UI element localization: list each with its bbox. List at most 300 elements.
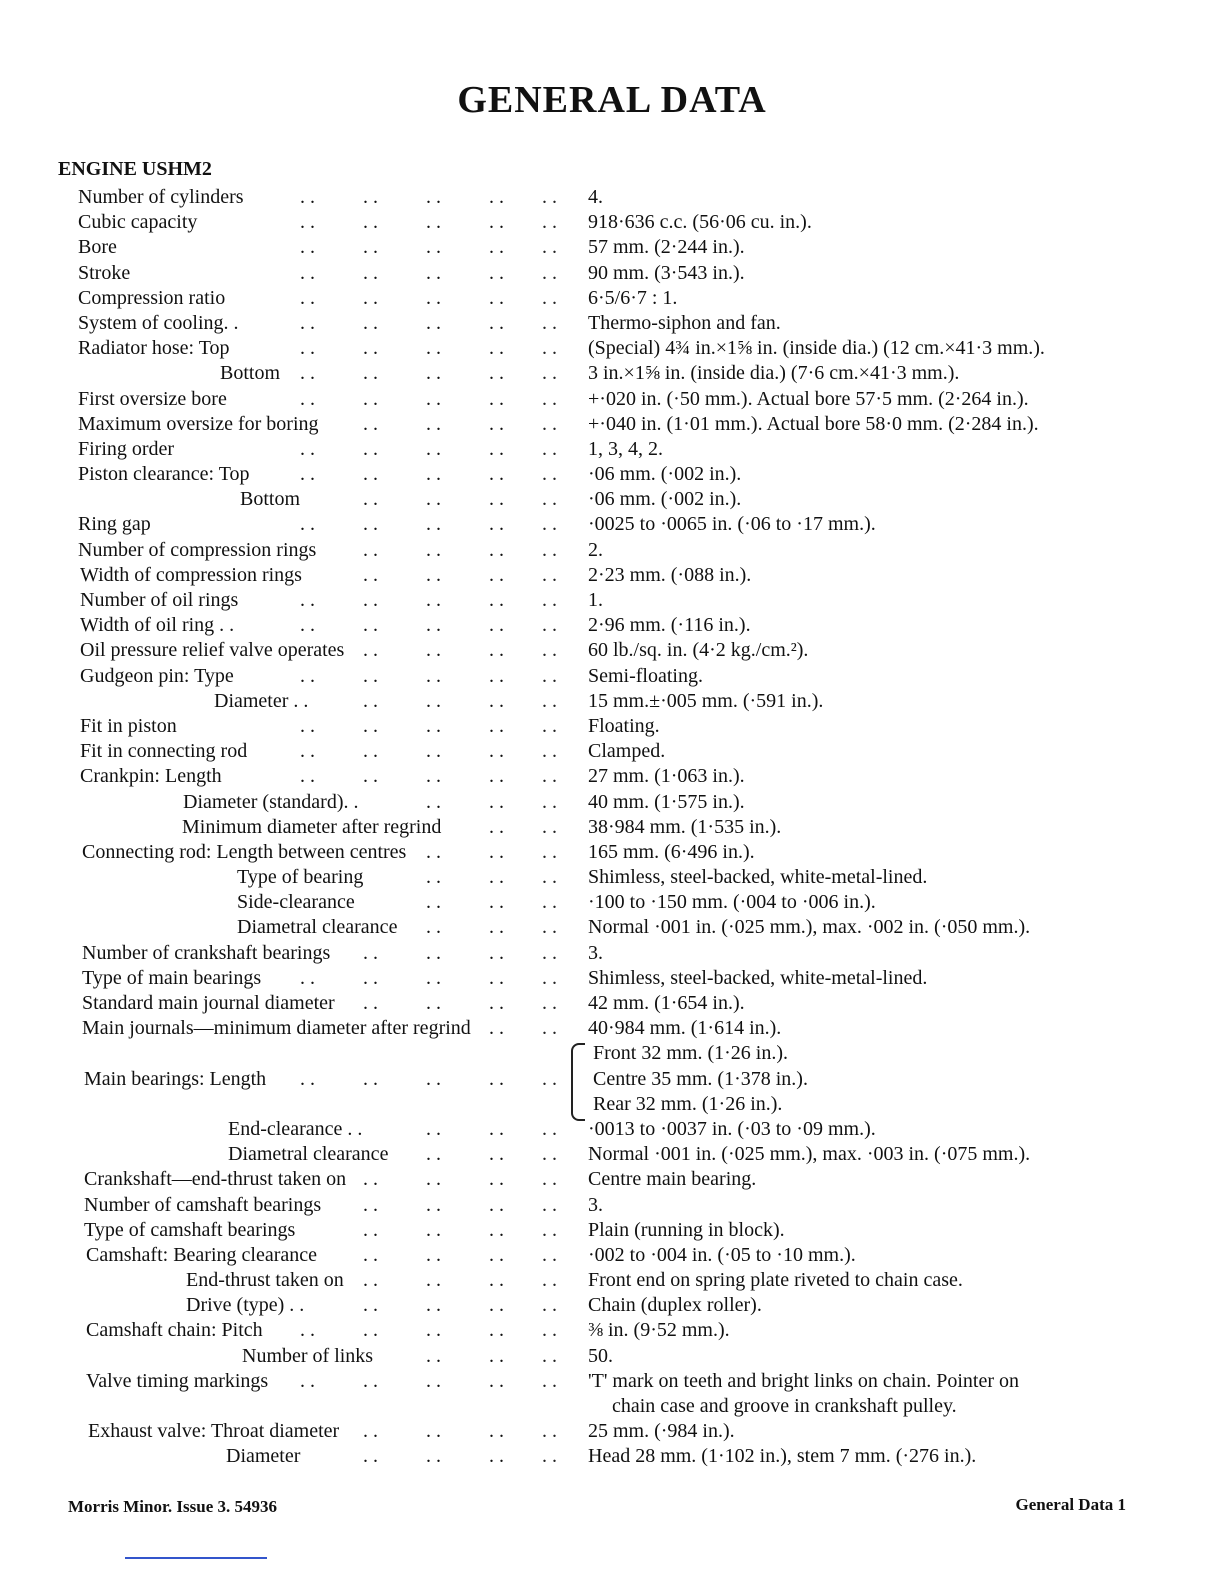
leader-dots: . . bbox=[542, 815, 557, 838]
leader-dots: . . bbox=[489, 614, 504, 637]
leader-dots: . . bbox=[300, 1369, 315, 1392]
leader-dots: . . bbox=[489, 412, 504, 435]
spec-row bbox=[0, 1369, 1224, 1394]
leader-dots: . . bbox=[542, 1168, 557, 1191]
spec-label: System of cooling. . bbox=[78, 311, 239, 334]
spec-label: Width of oil ring . . bbox=[80, 614, 235, 637]
spec-label: Number of compression rings bbox=[78, 538, 317, 561]
spec-label: Radiator hose: Top bbox=[78, 337, 230, 360]
spec-value: 6·5/6·7 : 1. bbox=[588, 286, 678, 309]
footer-publication-info: Morris Minor. Issue 3. 54936 bbox=[68, 1497, 278, 1516]
spec-row bbox=[0, 1344, 1224, 1369]
leader-dots: . . bbox=[426, 992, 441, 1014]
spec-value: Front end on spring plate riveted to chain case. bbox=[588, 1269, 963, 1292]
leader-dots: . . bbox=[489, 513, 504, 536]
spec-row bbox=[0, 714, 1224, 739]
spec-label: Diameter . . bbox=[214, 689, 309, 712]
spec-value: +·020 in. (·50 mm.). Actual bore 57·5 mm. (2·264 in.). bbox=[588, 387, 1029, 410]
leader-dots: . . bbox=[300, 437, 315, 460]
leader-dots: . . bbox=[489, 261, 504, 284]
leader-dots: . . bbox=[300, 966, 315, 989]
spec-row bbox=[0, 865, 1224, 890]
spec-label: End-thrust taken on bbox=[186, 1269, 344, 1292]
leader-dots: . . bbox=[489, 1243, 504, 1266]
spec-label: Crankshaft—end-thrust taken on bbox=[84, 1168, 347, 1191]
leader-dots: . . bbox=[489, 463, 504, 486]
leader-dots: . . bbox=[300, 337, 315, 360]
leader-dots: . . bbox=[542, 689, 557, 712]
spec-label: Drive (type) . . bbox=[186, 1294, 305, 1317]
leader-dots: . . bbox=[542, 1067, 557, 1090]
spec-label: Diametral clearance bbox=[228, 1143, 389, 1166]
leader-dots: . . bbox=[542, 1420, 557, 1443]
spec-value: 40 mm. (1·575 in.). bbox=[588, 790, 745, 813]
spec-row bbox=[0, 890, 1224, 915]
spec-row bbox=[0, 538, 1224, 563]
spec-value: ·06 mm. (·002 in.). bbox=[588, 463, 742, 486]
leader-dots: . . bbox=[489, 1017, 504, 1040]
spec-label: Diameter (standard). . bbox=[183, 790, 359, 813]
spec-value: 'T' mark on teeth and bright links on chain. Pointer on bbox=[588, 1369, 1020, 1392]
leader-dots: . . bbox=[542, 538, 557, 561]
leader-dots: . . bbox=[489, 664, 504, 687]
leader-dots: . . bbox=[426, 488, 441, 511]
leader-dots: . . bbox=[489, 1294, 504, 1317]
leader-dots: . . bbox=[363, 1067, 378, 1090]
leader-dots: . . bbox=[426, 1117, 441, 1140]
leader-dots: . . bbox=[426, 966, 441, 989]
leader-dots: . . bbox=[542, 1269, 557, 1292]
spec-row bbox=[0, 941, 1224, 966]
spec-row bbox=[0, 1268, 1224, 1293]
spec-value: 57 mm. (2·244 in.). bbox=[588, 236, 745, 259]
spec-row bbox=[0, 966, 1224, 991]
leader-dots: . . bbox=[363, 1269, 378, 1292]
leader-dots: . . bbox=[363, 1319, 378, 1342]
spec-value: 50. bbox=[588, 1344, 613, 1367]
leader-dots: . . bbox=[363, 286, 378, 309]
leader-dots: . . bbox=[426, 589, 441, 611]
leader-dots: . . bbox=[489, 866, 504, 889]
leader-dots: . . bbox=[426, 689, 441, 712]
spec-label: First oversize bore bbox=[78, 387, 227, 410]
spec-value: 2·23 mm. (·088 in.). bbox=[588, 563, 752, 586]
leader-dots: . . bbox=[542, 1294, 557, 1317]
leader-dots: . . bbox=[300, 211, 315, 234]
leader-dots: . . bbox=[542, 236, 557, 259]
spec-label: Connecting rod: Length between centres bbox=[82, 840, 407, 863]
leader-dots: . . bbox=[489, 714, 504, 737]
leader-dots: . . bbox=[300, 513, 315, 536]
leader-dots: . . bbox=[426, 765, 441, 788]
leader-dots: . . bbox=[489, 1344, 504, 1367]
leader-dots: . . bbox=[542, 1017, 557, 1040]
spec-label: Number of oil rings bbox=[80, 589, 239, 611]
spec-row bbox=[0, 261, 1224, 286]
leader-dots: . . bbox=[426, 614, 441, 637]
spec-row bbox=[0, 664, 1224, 689]
spec-value: chain case and groove in crankshaft pulley. bbox=[612, 1395, 957, 1417]
leader-dots: . . bbox=[363, 261, 378, 284]
spec-value: 15 mm.±·005 mm. (·591 in.). bbox=[588, 689, 824, 712]
spec-row bbox=[0, 1016, 1224, 1041]
leader-dots: . . bbox=[542, 840, 557, 863]
leader-dots: . . bbox=[363, 1168, 378, 1191]
leader-dots: . . bbox=[363, 236, 378, 259]
spec-label: Oil pressure relief valve operates bbox=[80, 639, 345, 662]
spec-value: 90 mm. (3·543 in.). bbox=[588, 261, 745, 284]
spec-value: Thermo-siphon and fan. bbox=[588, 311, 781, 334]
leader-dots: . . bbox=[426, 916, 441, 939]
spec-row bbox=[0, 1318, 1224, 1343]
leader-dots: . . bbox=[363, 538, 378, 561]
leader-dots: . . bbox=[426, 1168, 441, 1191]
leader-dots: . . bbox=[426, 941, 441, 964]
spec-row bbox=[0, 563, 1224, 588]
leader-dots: . . bbox=[363, 437, 378, 460]
leader-dots: . . bbox=[542, 740, 557, 763]
leader-dots: . . bbox=[489, 1269, 504, 1292]
spec-label: Piston clearance: Top bbox=[78, 463, 250, 486]
spec-row bbox=[0, 336, 1224, 361]
leader-dots: . . bbox=[426, 740, 441, 763]
spec-row bbox=[0, 210, 1224, 235]
leader-dots: . . bbox=[363, 589, 378, 611]
leader-dots: . . bbox=[489, 563, 504, 586]
spec-row bbox=[0, 1117, 1224, 1142]
leader-dots: . . bbox=[489, 815, 504, 838]
leader-dots: . . bbox=[363, 211, 378, 234]
leader-dots: . . bbox=[489, 790, 504, 813]
leader-dots: . . bbox=[542, 211, 557, 234]
leader-dots: . . bbox=[363, 966, 378, 989]
spec-value: Plain (running in block). bbox=[588, 1218, 785, 1241]
leader-dots: . . bbox=[542, 463, 557, 486]
spec-value: 40·984 mm. (1·614 in.). bbox=[588, 1017, 782, 1040]
leader-dots: . . bbox=[426, 1218, 441, 1241]
spec-label: Number of links bbox=[242, 1344, 374, 1367]
leader-dots: . . bbox=[542, 941, 557, 964]
leader-dots: . . bbox=[426, 840, 441, 863]
leader-dots: . . bbox=[542, 1117, 557, 1140]
leader-dots: . . bbox=[489, 992, 504, 1014]
leader-dots: . . bbox=[542, 1369, 557, 1392]
leader-dots: . . bbox=[300, 236, 315, 259]
spec-row bbox=[0, 1394, 1224, 1419]
leader-dots: . . bbox=[426, 463, 441, 486]
leader-dots: . . bbox=[489, 1067, 504, 1090]
leader-dots: . . bbox=[489, 916, 504, 939]
spec-row bbox=[0, 1444, 1224, 1469]
leader-dots: . . bbox=[489, 689, 504, 712]
spec-row bbox=[0, 815, 1224, 840]
leader-dots: . . bbox=[300, 1067, 315, 1090]
page-title: GENERAL DATA bbox=[457, 79, 767, 121]
leader-dots: . . bbox=[363, 1193, 378, 1216]
spec-value: 3 in.×1⅝ in. (inside dia.) (7·6 cm.×41·3 mm.). bbox=[588, 362, 960, 385]
spec-label: Number of cylinders bbox=[78, 186, 244, 208]
leader-dots: . . bbox=[363, 664, 378, 687]
leader-dots: . . bbox=[300, 589, 315, 611]
spec-label: Stroke bbox=[78, 261, 131, 284]
leader-dots: . . bbox=[363, 362, 378, 385]
spec-label: Diameter bbox=[226, 1445, 301, 1468]
leader-dots: . . bbox=[426, 311, 441, 334]
leader-dots: . . bbox=[426, 337, 441, 360]
leader-dots: . . bbox=[426, 1344, 441, 1367]
footer-page-label: General Data 1 bbox=[1015, 1495, 1126, 1514]
spec-label: Firing order bbox=[78, 437, 175, 460]
leader-dots: . . bbox=[542, 765, 557, 788]
spec-list bbox=[0, 185, 1224, 1470]
spec-label: Main journals—minimum diameter after regrind bbox=[82, 1017, 471, 1040]
leader-dots: . . bbox=[300, 286, 315, 309]
spec-label: Bottom bbox=[220, 362, 281, 385]
leader-dots: . . bbox=[489, 362, 504, 385]
leader-dots: . . bbox=[426, 1319, 441, 1342]
leader-dots: . . bbox=[426, 437, 441, 460]
leader-dots: . . bbox=[542, 412, 557, 435]
leader-dots: . . bbox=[489, 1369, 504, 1392]
leader-dots: . . bbox=[542, 437, 557, 460]
leader-dots: . . bbox=[426, 1243, 441, 1266]
leader-dots: . . bbox=[542, 261, 557, 284]
spec-label: Side-clearance bbox=[237, 891, 355, 914]
decorative-underline bbox=[125, 1557, 267, 1559]
leader-dots: . . bbox=[363, 513, 378, 536]
spec-row bbox=[0, 286, 1224, 311]
leader-dots: . . bbox=[363, 1445, 378, 1468]
leader-dots: . . bbox=[426, 236, 441, 259]
spec-row bbox=[0, 387, 1224, 412]
leader-dots: . . bbox=[300, 1319, 315, 1342]
spec-label: Exhaust valve: Throat diameter bbox=[88, 1420, 340, 1443]
spec-label: Valve timing markings bbox=[86, 1369, 269, 1392]
leader-dots: . . bbox=[489, 891, 504, 914]
spec-value: Shimless, steel-backed, white-metal-lined. bbox=[588, 866, 928, 889]
leader-dots: . . bbox=[363, 740, 378, 763]
leader-dots: . . bbox=[489, 1420, 504, 1443]
leader-dots: . . bbox=[542, 286, 557, 309]
leader-dots: . . bbox=[489, 1143, 504, 1166]
spec-value: 165 mm. (6·496 in.). bbox=[588, 840, 755, 863]
spec-value: 918·636 c.c. (56·06 cu. in.). bbox=[588, 211, 812, 234]
spec-value: 2. bbox=[588, 538, 603, 561]
leader-dots: . . bbox=[300, 463, 315, 486]
leader-dots: . . bbox=[489, 186, 504, 208]
spec-value: ·002 to ·004 in. (·05 to ·10 mm.). bbox=[588, 1243, 856, 1266]
leader-dots: . . bbox=[300, 664, 315, 687]
spec-row bbox=[0, 689, 1224, 714]
spec-label: Type of bearing bbox=[237, 866, 364, 889]
leader-dots: . . bbox=[363, 1243, 378, 1266]
leader-dots: . . bbox=[426, 1143, 441, 1166]
spec-value: 25 mm. (·984 in.). bbox=[588, 1420, 735, 1443]
spec-row bbox=[0, 437, 1224, 462]
leader-dots: . . bbox=[542, 1344, 557, 1367]
leader-dots: . . bbox=[542, 311, 557, 334]
leader-dots: . . bbox=[300, 311, 315, 334]
leader-dots: . . bbox=[489, 488, 504, 511]
leader-dots: . . bbox=[426, 211, 441, 234]
spec-label: Gudgeon pin: Type bbox=[80, 664, 234, 687]
leader-dots: . . bbox=[489, 437, 504, 460]
spec-value: ·06 mm. (·002 in.). bbox=[588, 488, 742, 511]
leader-dots: . . bbox=[489, 740, 504, 763]
spec-label: Camshaft: Bearing clearance bbox=[86, 1243, 317, 1266]
grouping-brace bbox=[571, 1043, 585, 1121]
spec-label: Type of main bearings bbox=[82, 966, 262, 989]
leader-dots: . . bbox=[542, 1319, 557, 1342]
leader-dots: . . bbox=[489, 538, 504, 561]
spec-row bbox=[0, 1243, 1224, 1268]
spec-row bbox=[0, 840, 1224, 865]
spec-label: Bottom bbox=[240, 488, 301, 511]
spec-row bbox=[0, 613, 1224, 638]
spec-label: Width of compression rings bbox=[80, 563, 302, 586]
leader-dots: . . bbox=[542, 1445, 557, 1468]
spec-value: ·0025 to ·0065 in. (·06 to ·17 mm.). bbox=[588, 513, 876, 536]
leader-dots: . . bbox=[426, 1420, 441, 1443]
leader-dots: . . bbox=[489, 639, 504, 662]
spec-label: Fit in connecting rod bbox=[80, 740, 248, 763]
spec-label: Number of camshaft bearings bbox=[84, 1193, 322, 1216]
spec-row bbox=[0, 1167, 1224, 1192]
spec-value: Normal ·001 in. (·025 mm.), max. ·002 in. (·050 mm.). bbox=[588, 916, 1031, 939]
spec-value: 1, 3, 4, 2. bbox=[588, 437, 663, 460]
spec-label: Crankpin: Length bbox=[80, 765, 222, 788]
spec-value: ·0013 to ·0037 in. (·03 to ·09 mm.). bbox=[588, 1117, 876, 1140]
leader-dots: . . bbox=[426, 790, 441, 813]
spec-value: Normal ·001 in. (·025 mm.), max. ·003 in. (·075 mm.). bbox=[588, 1143, 1031, 1166]
spec-label: Cubic capacity bbox=[78, 211, 198, 234]
spec-row bbox=[0, 235, 1224, 260]
spec-row bbox=[0, 588, 1224, 613]
leader-dots: . . bbox=[300, 362, 315, 385]
spec-value: 42 mm. (1·654 in.). bbox=[588, 992, 745, 1014]
leader-dots: . . bbox=[489, 966, 504, 989]
spec-value: Rear 32 mm. (1·26 in.). bbox=[593, 1092, 783, 1115]
leader-dots: . . bbox=[426, 1445, 441, 1468]
leader-dots: . . bbox=[363, 186, 378, 208]
leader-dots: . . bbox=[426, 563, 441, 586]
spec-label: End-clearance . . bbox=[228, 1117, 363, 1140]
leader-dots: . . bbox=[300, 614, 315, 637]
leader-dots: . . bbox=[363, 337, 378, 360]
spec-value: Centre main bearing. bbox=[588, 1168, 757, 1191]
spec-label: Number of crankshaft bearings bbox=[82, 941, 331, 964]
leader-dots: . . bbox=[542, 639, 557, 662]
spec-value: Centre 35 mm. (1·378 in.). bbox=[593, 1067, 808, 1090]
leader-dots: . . bbox=[426, 1294, 441, 1317]
leader-dots: . . bbox=[363, 714, 378, 737]
leader-dots: . . bbox=[489, 286, 504, 309]
spec-value: Clamped. bbox=[588, 740, 666, 763]
leader-dots: . . bbox=[363, 614, 378, 637]
leader-dots: . . bbox=[363, 563, 378, 586]
leader-dots: . . bbox=[363, 1420, 378, 1443]
leader-dots: . . bbox=[542, 966, 557, 989]
leader-dots: . . bbox=[363, 311, 378, 334]
leader-dots: . . bbox=[489, 589, 504, 611]
spec-label: Minimum diameter after regrind bbox=[182, 815, 442, 838]
leader-dots: . . bbox=[542, 337, 557, 360]
spec-value: 3. bbox=[588, 941, 603, 964]
leader-dots: . . bbox=[542, 513, 557, 536]
spec-value: Chain (duplex roller). bbox=[588, 1294, 762, 1317]
spec-value: 1. bbox=[588, 589, 603, 611]
spec-row bbox=[0, 512, 1224, 537]
spec-value: Floating. bbox=[588, 714, 660, 737]
leader-dots: . . bbox=[489, 1117, 504, 1140]
leader-dots: . . bbox=[489, 1168, 504, 1191]
leader-dots: . . bbox=[426, 664, 441, 687]
spec-label: Ring gap bbox=[78, 513, 151, 536]
leader-dots: . . bbox=[426, 714, 441, 737]
leader-dots: . . bbox=[489, 1193, 504, 1216]
leader-dots: . . bbox=[542, 714, 557, 737]
spec-value: Front 32 mm. (1·26 in.). bbox=[593, 1042, 788, 1065]
leader-dots: . . bbox=[542, 1243, 557, 1266]
leader-dots: . . bbox=[426, 1269, 441, 1292]
spec-row bbox=[0, 1041, 1224, 1066]
leader-dots: . . bbox=[489, 840, 504, 863]
leader-dots: . . bbox=[426, 513, 441, 536]
spec-value: 27 mm. (1·063 in.). bbox=[588, 765, 745, 788]
leader-dots: . . bbox=[300, 765, 315, 788]
spec-row bbox=[0, 487, 1224, 512]
spec-value: 38·984 mm. (1·535 in.). bbox=[588, 815, 782, 838]
leader-dots: . . bbox=[300, 387, 315, 410]
spec-row bbox=[0, 361, 1224, 386]
leader-dots: . . bbox=[363, 463, 378, 486]
leader-dots: . . bbox=[300, 740, 315, 763]
spec-row bbox=[0, 1193, 1224, 1218]
leader-dots: . . bbox=[363, 941, 378, 964]
leader-dots: . . bbox=[363, 1369, 378, 1392]
leader-dots: . . bbox=[363, 1294, 378, 1317]
leader-dots: . . bbox=[489, 311, 504, 334]
spec-row bbox=[0, 462, 1224, 487]
leader-dots: . . bbox=[426, 186, 441, 208]
spec-value: +·040 in. (1·01 mm.). Actual bore 58·0 mm. (2·284 in.). bbox=[588, 412, 1039, 435]
spec-value: (Special) 4¾ in.×1⅝ in. (inside dia.) (12 cm.×41·3 mm.). bbox=[588, 337, 1045, 360]
leader-dots: . . bbox=[542, 589, 557, 611]
spec-value: Head 28 mm. (1·102 in.), stem 7 mm. (·276 in.). bbox=[588, 1445, 977, 1468]
leader-dots: . . bbox=[489, 941, 504, 964]
leader-dots: . . bbox=[363, 412, 378, 435]
spec-row bbox=[0, 739, 1224, 764]
leader-dots: . . bbox=[426, 1067, 441, 1090]
leader-dots: . . bbox=[542, 1143, 557, 1166]
spec-value: 3. bbox=[588, 1193, 603, 1216]
leader-dots: . . bbox=[489, 1218, 504, 1241]
leader-dots: . . bbox=[363, 387, 378, 410]
leader-dots: . . bbox=[363, 689, 378, 712]
spec-label: Standard main journal diameter bbox=[82, 992, 335, 1014]
leader-dots: . . bbox=[363, 1218, 378, 1241]
leader-dots: . . bbox=[542, 790, 557, 813]
spec-label: Type of camshaft bearings bbox=[84, 1218, 296, 1241]
spec-value: Shimless, steel-backed, white-metal-lined. bbox=[588, 966, 928, 989]
spec-label: Main bearings: Length bbox=[84, 1067, 267, 1090]
leader-dots: . . bbox=[542, 916, 557, 939]
leader-dots: . . bbox=[426, 1369, 441, 1392]
spec-row bbox=[0, 790, 1224, 815]
leader-dots: . . bbox=[363, 765, 378, 788]
leader-dots: . . bbox=[542, 664, 557, 687]
spec-value: Semi-floating. bbox=[588, 664, 703, 687]
